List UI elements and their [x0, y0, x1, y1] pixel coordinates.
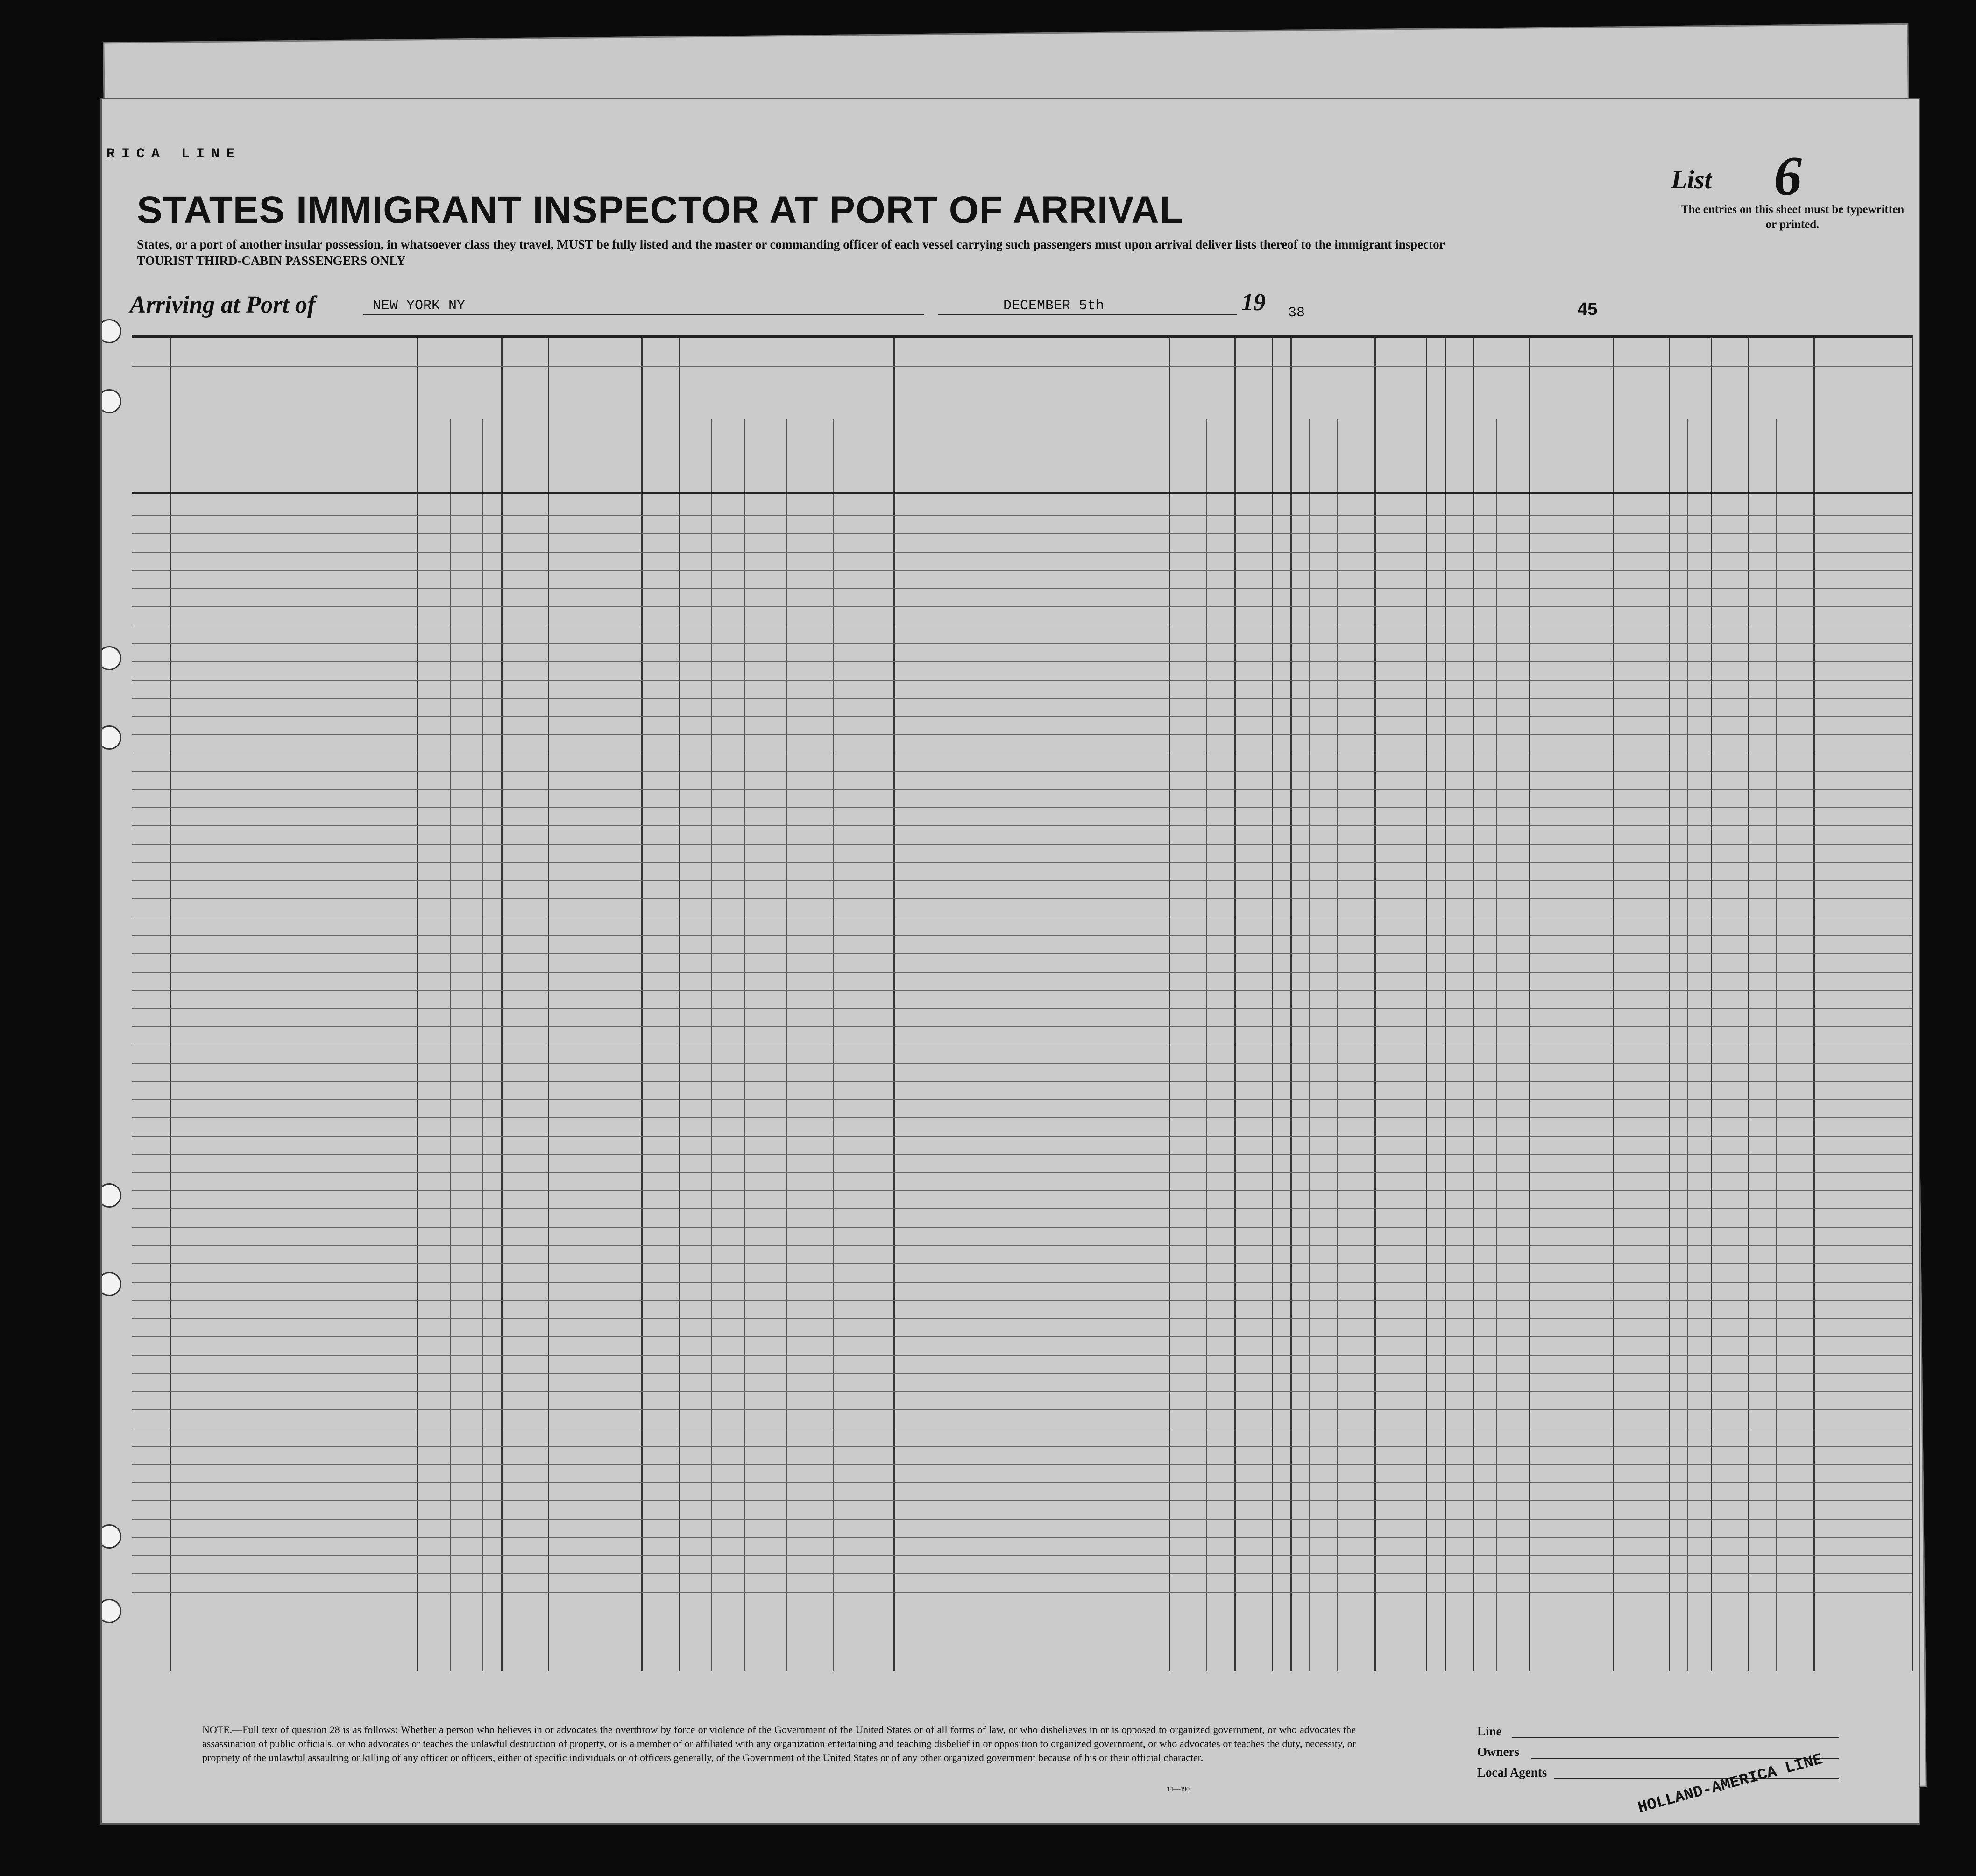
binder-hole	[100, 1524, 121, 1549]
question-28-note: NOTE.—Full text of question 28 is as follows: Whether a person who believes in or advocates the overthrow by force or violence of the Government of the United States or of all forms of law, or who disbelieves in or is opposed to organized government, or who advocates the assassination of public officials, or who advocates or teaches the unlawful destruction of property, or is a member of or affiliated with any organization entertaining and teaching disbelief in or opposition to organized government, or who advocates or teaches the duty, necessity, or propriety of the unlawful assaulting or killing of any officer or officers, either of specific individuals or of officers generally, of the Government of the United States or of any other organized government because of his or their official character.	[202, 1724, 1356, 1763]
row-rule	[132, 1208, 1912, 1209]
row-rule	[132, 1464, 1912, 1465]
row-rule	[132, 990, 1912, 991]
column-rule	[1669, 335, 1670, 1671]
column-rule	[1374, 335, 1376, 1671]
row-rule	[132, 825, 1912, 826]
arrival-century: 19	[1241, 289, 1266, 316]
row-rule	[132, 771, 1912, 772]
arrival-year: 38	[1288, 305, 1305, 321]
row-rule	[132, 1099, 1912, 1100]
row-rule	[132, 533, 1912, 534]
column-rule	[170, 335, 171, 1671]
row-rule	[132, 1154, 1912, 1155]
binder-hole	[100, 319, 121, 343]
row-rule	[132, 1282, 1912, 1283]
row-rule	[132, 698, 1912, 699]
row-rule	[132, 1263, 1912, 1264]
column-rule	[548, 335, 549, 1671]
binder-hole	[100, 646, 121, 670]
row-rule	[132, 716, 1912, 717]
column-rule	[1169, 335, 1170, 1671]
binder-hole	[100, 1183, 121, 1208]
row-rule	[132, 515, 1912, 516]
column-heading	[1274, 382, 1289, 485]
list-number: 6	[1774, 145, 1802, 207]
row-rule	[132, 935, 1912, 936]
row-rule	[132, 1300, 1912, 1301]
column-rule	[1813, 335, 1815, 1671]
arrival-label: Arriving at Port of	[130, 291, 316, 318]
column-rule	[1290, 335, 1292, 1671]
owners-label: Owners	[1477, 1745, 1519, 1759]
column-rule	[501, 335, 503, 1671]
column-rule	[1426, 335, 1427, 1671]
column-rule	[1445, 335, 1446, 1671]
column-rule	[1473, 335, 1474, 1671]
row-rule	[132, 789, 1912, 790]
row-rule	[132, 1446, 1912, 1447]
agents-rule	[1554, 1778, 1839, 1779]
row-rule	[132, 1063, 1912, 1064]
column-heading	[1376, 382, 1424, 485]
row-rule	[132, 1336, 1912, 1337]
column-rule	[1748, 335, 1749, 1671]
binder-hole	[100, 725, 121, 750]
column-rule	[1711, 335, 1712, 1671]
column-heading	[503, 382, 546, 485]
sheet-code: 45	[1578, 299, 1598, 319]
column-heading	[1236, 382, 1270, 485]
agents-label: Local Agents	[1477, 1765, 1547, 1779]
row-rule	[132, 1318, 1912, 1319]
column-heading	[1428, 382, 1443, 485]
line-stamp: HOLLAND-AMERICA LINE	[1636, 1751, 1825, 1818]
row-rule	[132, 1573, 1912, 1574]
row-rule	[132, 661, 1912, 662]
row-rule	[132, 588, 1912, 589]
column-rule	[893, 335, 895, 1671]
row-rule	[132, 1245, 1912, 1246]
row-rule	[132, 1592, 1912, 1593]
row-rule	[132, 1190, 1912, 1191]
row-rule	[132, 972, 1912, 973]
row-rule	[132, 1519, 1912, 1520]
column-heading	[1446, 382, 1471, 485]
list-label: List	[1671, 165, 1712, 194]
row-rule	[132, 1172, 1912, 1173]
column-rule	[1272, 335, 1273, 1671]
row-rule	[132, 1136, 1912, 1137]
column-rule	[417, 335, 418, 1671]
column-heading	[1292, 382, 1373, 485]
row-rule	[132, 680, 1912, 681]
row-rule	[132, 898, 1912, 899]
column-rule	[1912, 335, 1913, 1671]
list-instruction: The entries on this sheet must be typewritten or printed.	[1680, 203, 1905, 231]
row-rule	[132, 844, 1912, 845]
form-subtitle: States, or a port of another insular possession, in whatsoever class they travel, MUST be fully listed and the master or commanding officer of each vessel carrying such passengers must upon arrival deliver lists thereof to the immigrant inspector	[137, 237, 1445, 251]
row-rule	[132, 552, 1912, 553]
header-bottom-rule	[132, 492, 1912, 494]
row-rule	[132, 570, 1912, 571]
manifest-table	[132, 335, 1912, 1671]
row-rule	[132, 807, 1912, 808]
column-rule	[679, 335, 680, 1671]
row-rule	[132, 643, 1912, 644]
row-rule	[132, 1409, 1912, 1410]
column-heading	[643, 382, 677, 485]
form-code: 14—490	[1167, 1786, 1190, 1793]
row-rule	[132, 1555, 1912, 1556]
class-note: TOURIST THIRD-CABIN PASSENGERS ONLY	[137, 254, 406, 268]
row-rule	[132, 1373, 1912, 1374]
row-rule	[132, 1500, 1912, 1501]
row-rule	[132, 1008, 1912, 1009]
colnum-rule	[132, 366, 1912, 367]
column-rule	[1613, 335, 1614, 1671]
binder-hole	[100, 1599, 121, 1623]
row-rule	[132, 880, 1912, 881]
manifest-sheet	[100, 98, 1920, 1825]
row-rule	[132, 734, 1912, 735]
line-label: Line	[1477, 1724, 1502, 1738]
line-rule	[1512, 1737, 1839, 1738]
column-rule	[641, 335, 643, 1671]
arrival-port: NEW YORK NY	[363, 298, 924, 315]
header-top-rule	[132, 335, 1912, 338]
binder-hole	[100, 1272, 121, 1296]
row-rule	[132, 1537, 1912, 1538]
row-rule	[132, 1026, 1912, 1027]
row-rule	[132, 1355, 1912, 1356]
arrival-date: DECEMBER 5th	[938, 298, 1237, 315]
row-rule	[132, 1227, 1912, 1228]
row-rule	[132, 1482, 1912, 1483]
row-rule	[132, 606, 1912, 607]
row-rule	[132, 1391, 1912, 1392]
row-rule	[132, 1081, 1912, 1082]
row-rule	[132, 953, 1912, 954]
line-name-fragment: RICA LINE	[106, 146, 241, 162]
row-rule	[132, 862, 1912, 863]
column-heading	[1474, 382, 1527, 485]
row-rule	[132, 1117, 1912, 1118]
binder-hole	[100, 389, 121, 413]
form-title: STATES IMMIGRANT INSPECTOR AT PORT OF ARRIVAL	[137, 189, 1183, 231]
column-rule	[1529, 335, 1530, 1671]
column-rule	[1234, 335, 1236, 1671]
